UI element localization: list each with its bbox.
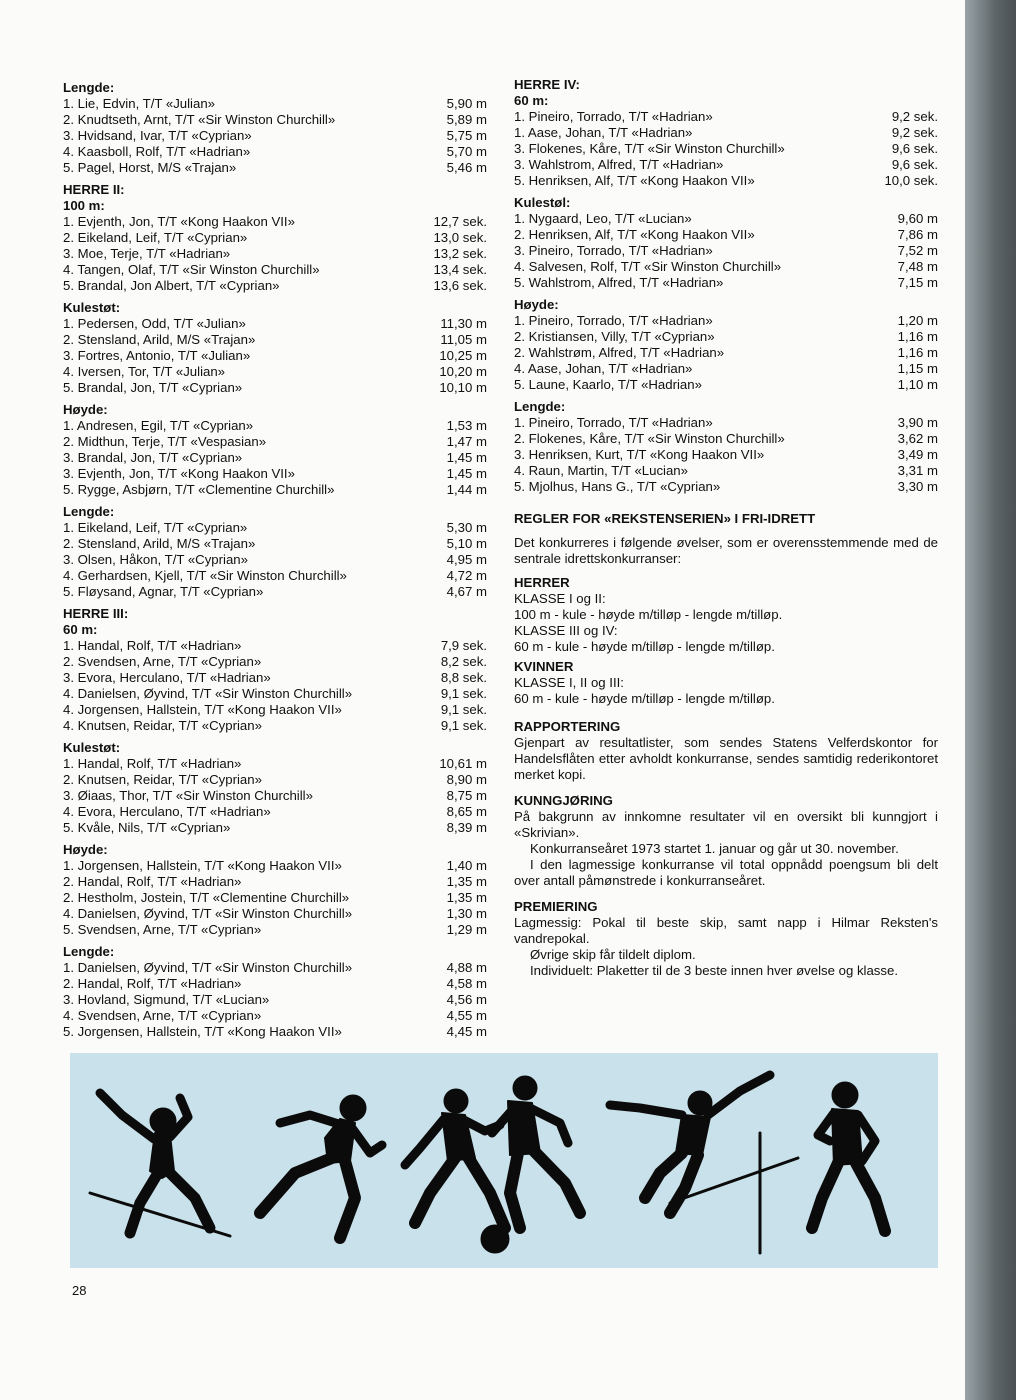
result-row — [514, 157, 938, 173]
section-heading: Høyde: — [63, 402, 108, 417]
athlete-name: 4. Iversen, Tor, T/T «Julian» — [63, 364, 226, 379]
result-value: 1,45 m — [446, 466, 487, 481]
result-value: 13,4 sek. — [433, 262, 487, 277]
result-value: 3,31 m — [897, 463, 938, 478]
result-value: 5,90 m — [446, 96, 487, 111]
result-value: 4,72 m — [446, 568, 487, 583]
result-value: 4,45 m — [446, 1024, 487, 1039]
section-heading: Høyde: — [514, 297, 559, 312]
paragraph: Lagmessig: Pokal til beste skip, samt napp i Hilmar Reksten's vandrepokal. — [514, 915, 938, 946]
athlete-name: 2. Stensland, Arild, M/S «Trajan» — [63, 332, 256, 347]
result-value: 10,0 sek. — [884, 173, 938, 188]
result-row — [63, 278, 487, 294]
result-value: 1,16 m — [897, 345, 938, 360]
athlete-name: 4. Danielsen, Øyvind, T/T «Sir Winston Churchill» — [63, 906, 353, 921]
section-heading: Lengde: — [63, 80, 115, 95]
result-value: 1,53 m — [446, 418, 487, 433]
result-row — [514, 345, 938, 361]
result-value: 8,39 m — [446, 820, 487, 835]
result-row — [63, 670, 487, 686]
athlete-name: 4. Kaasboll, Rolf, T/T «Hadrian» — [63, 144, 251, 159]
section-heading: Lengde: — [63, 504, 115, 519]
result-value: 8,75 m — [446, 788, 487, 803]
athlete-name: 3. Hovland, Sigmund, T/T «Lucian» — [63, 992, 270, 1007]
result-value: 5,70 m — [446, 144, 487, 159]
result-row — [63, 230, 487, 246]
result-value: 3,62 m — [897, 431, 938, 446]
rules-title: REGLER FOR «REKSTENSERIEN» I FRI-IDRETT — [514, 511, 816, 526]
result-row — [514, 211, 938, 227]
athlete-name: 5. Rygge, Asbjørn, T/T «Clementine Churchill» — [63, 482, 335, 497]
athlete-name: 2. Hestholm, Jostein, T/T «Clementine Churchill» — [63, 890, 350, 905]
result-row — [63, 718, 487, 734]
athlete-name: 4. Svendsen, Arne, T/T «Cyprian» — [63, 1008, 262, 1023]
athlete-name: 4. Raun, Martin, T/T «Lucian» — [514, 463, 688, 478]
athlete-name: 4. Gerhardsen, Kjell, T/T «Sir Winston Churchill» — [63, 568, 347, 583]
section-heading: HERRE II: — [63, 182, 125, 197]
paragraph: I den lagmessige konkurranse vil total oppnådd poengsum bli delt over antall påmønstrede i konkurranseåret. — [514, 857, 938, 888]
result-row — [63, 536, 487, 552]
jumper-figure-icon — [90, 1093, 230, 1236]
result-row — [63, 638, 487, 654]
athlete-name: 1. Aase, Johan, T/T «Hadrian» — [514, 125, 693, 140]
result-row — [63, 262, 487, 278]
result-row — [514, 431, 938, 447]
result-row — [63, 96, 487, 112]
result-row — [514, 141, 938, 157]
athlete-name: 2. Knutsen, Reidar, T/T «Cyprian» — [63, 772, 262, 787]
result-value: 4,88 m — [446, 960, 487, 975]
athlete-name: 3. Flokenes, Kåre, T/T «Sir Winston Churchill» — [514, 141, 785, 156]
result-value: 9,2 sek. — [891, 109, 938, 124]
result-row — [63, 890, 487, 906]
athlete-name: 5. Pagel, Horst, M/S «Trajan» — [63, 160, 237, 175]
shot-putter-figure-icon — [812, 1082, 885, 1231]
result-value: 1,30 m — [446, 906, 487, 921]
result-value: 5,30 m — [446, 520, 487, 535]
section-heading: Kulestøt: — [63, 300, 121, 315]
athlete-name: 3. Evora, Herculano, T/T «Hadrian» — [63, 670, 271, 685]
result-value: 9,2 sek. — [891, 125, 938, 140]
result-value: 3,90 m — [897, 415, 938, 430]
result-value: 13,2 sek. — [433, 246, 487, 261]
result-row — [514, 463, 938, 479]
result-row — [514, 125, 938, 141]
result-row — [514, 361, 938, 377]
result-row — [63, 482, 487, 498]
result-value: 9,60 m — [897, 211, 938, 226]
athlete-name: 3. Evjenth, Jon, T/T «Kong Haakon VII» — [63, 466, 295, 481]
result-row — [63, 348, 487, 364]
result-value: 5,10 m — [446, 536, 487, 551]
result-row — [63, 976, 487, 992]
page-number: 28 — [72, 1283, 87, 1298]
result-row — [514, 329, 938, 345]
result-row — [63, 380, 487, 396]
result-value: 4,56 m — [446, 992, 487, 1007]
result-value: 8,90 m — [446, 772, 487, 787]
result-value: 7,48 m — [897, 259, 938, 274]
result-value: 1,15 m — [897, 361, 938, 376]
result-row — [63, 788, 487, 804]
athlete-name: 5. Fløysand, Agnar, T/T «Cyprian» — [63, 584, 264, 599]
result-value: 12,7 sek. — [433, 214, 487, 229]
result-value: 7,86 m — [897, 227, 938, 242]
result-row — [63, 756, 487, 772]
section-heading: Høyde: — [63, 842, 108, 857]
result-row — [63, 820, 487, 836]
result-row — [63, 552, 487, 568]
athlete-name: 5. Svendsen, Arne, T/T «Cyprian» — [63, 922, 262, 937]
rapportering-text: Gjenpart av resultatlister, som sendes Statens Velferdskontor for Handelsflåten etter avholdt konkurranse, sendes samtidig rederikontoret merket kopi. — [514, 735, 938, 782]
rule-line: 60 m - kule - høyde m/tilløp - lengde m/tilløp. — [514, 691, 775, 706]
athlete-name: 1. Eikeland, Leif, T/T «Cyprian» — [63, 520, 248, 535]
athlete-name: 2. Handal, Rolf, T/T «Hadrian» — [63, 976, 242, 991]
rule-line: KLASSE I og II: — [514, 591, 606, 606]
result-row — [63, 128, 487, 144]
result-row — [63, 364, 487, 380]
herre-iv-results — [514, 77, 938, 495]
result-row — [63, 418, 487, 434]
page-edge-shadow — [965, 0, 1016, 1400]
result-row — [63, 316, 487, 332]
paragraph: Konkurranseåret 1973 startet 1. januar og går ut 30. november. — [530, 841, 899, 856]
result-row — [63, 906, 487, 922]
athlete-name: 3. Fortres, Antonio, T/T «Julian» — [63, 348, 251, 363]
athlete-name: 2. Knudtseth, Arnt, T/T «Sir Winston Churchill» — [63, 112, 336, 127]
result-value: 4,95 m — [446, 552, 487, 567]
result-value: 1,35 m — [446, 890, 487, 905]
herrer-heading: HERRER — [514, 575, 570, 590]
result-row — [63, 214, 487, 230]
athlete-name: 1. Handal, Rolf, T/T «Hadrian» — [63, 638, 242, 653]
athlete-name: 3. Olsen, Håkon, T/T «Cyprian» — [63, 552, 248, 567]
result-row — [63, 992, 487, 1008]
result-value: 3,49 m — [897, 447, 938, 462]
athlete-name: 1. Andresen, Egil, T/T «Cyprian» — [63, 418, 254, 433]
result-row — [63, 858, 487, 874]
athlete-name: 1. Evjenth, Jon, T/T «Kong Haakon VII» — [63, 214, 295, 229]
result-row — [63, 434, 487, 450]
result-row — [63, 584, 487, 600]
athlete-name: 2. Stensland, Arild, M/S «Trajan» — [63, 536, 256, 551]
athlete-name: 2. Handal, Rolf, T/T «Hadrian» — [63, 874, 242, 889]
result-row — [63, 520, 487, 536]
athlete-name: 2. Svendsen, Arne, T/T «Cyprian» — [63, 654, 262, 669]
athlete-name: 1. Jorgensen, Hallstein, T/T «Kong Haakon VII» — [63, 858, 342, 873]
athlete-name: 3. Pineiro, Torrado, T/T «Hadrian» — [514, 243, 713, 258]
result-row — [63, 686, 487, 702]
athlete-name: 3. Moe, Terje, T/T «Hadrian» — [63, 246, 231, 261]
result-row — [514, 415, 938, 431]
result-value: 9,1 sek. — [440, 686, 487, 701]
high-jumper-figure-icon — [610, 1075, 798, 1253]
athlete-name: 3. Øiaas, Thor, T/T «Sir Winston Churchill» — [63, 788, 313, 803]
event-heading: 60 m: — [514, 93, 549, 108]
athlete-name: 4. Evora, Herculano, T/T «Hadrian» — [63, 804, 271, 819]
kunngjoring-heading: KUNNGJØRING — [514, 793, 613, 808]
section-heading: Kulestøl: — [514, 195, 571, 210]
result-value: 9,1 sek. — [440, 702, 487, 717]
rapportering-heading: RAPPORTERING — [514, 719, 621, 734]
result-row — [514, 109, 938, 125]
athlete-name: 1. Pineiro, Torrado, T/T «Hadrian» — [514, 415, 713, 430]
athlete-name: 1. Danielsen, Øyvind, T/T «Sir Winston Churchill» — [63, 960, 353, 975]
result-value: 8,2 sek. — [440, 654, 487, 669]
athlete-name: 5. Kvåle, Nils, T/T «Cyprian» — [63, 820, 231, 835]
athlete-name: 3. Henriksen, Kurt, T/T «Kong Haakon VII» — [514, 447, 765, 462]
result-value: 9,6 sek. — [891, 141, 938, 156]
result-value: 10,20 m — [439, 364, 487, 379]
runner-figure-icon — [260, 1095, 382, 1238]
result-row — [63, 332, 487, 348]
athlete-name: 4. Aase, Johan, T/T «Hadrian» — [514, 361, 693, 376]
results-column-right — [514, 77, 938, 979]
result-value: 9,6 sek. — [891, 157, 938, 172]
result-row — [514, 479, 938, 495]
result-row — [514, 227, 938, 243]
section-heading: HERRE III: — [63, 606, 129, 621]
result-row — [63, 144, 487, 160]
kunngjoring-text — [514, 809, 938, 889]
athlete-name: 1. Pineiro, Torrado, T/T «Hadrian» — [514, 109, 713, 124]
result-row — [514, 447, 938, 463]
athlete-name: 2. Flokenes, Kåre, T/T «Sir Winston Churchill» — [514, 431, 785, 446]
result-value: 9,1 sek. — [440, 718, 487, 733]
rule-line: 100 m - kule - høyde m/tilløp - lengde m/tilløp. — [514, 607, 783, 622]
result-row — [63, 772, 487, 788]
result-row — [63, 654, 487, 670]
athlete-name: 2. Wahlstrøm, Alfred, T/T «Hadrian» — [514, 345, 725, 360]
result-value: 5,89 m — [446, 112, 487, 127]
athlete-name: 1. Pedersen, Odd, T/T «Julian» — [63, 316, 246, 331]
result-row — [63, 160, 487, 176]
result-value: 1,40 m — [446, 858, 487, 873]
athlete-name: 2. Kristiansen, Villy, T/T «Cyprian» — [514, 329, 715, 344]
athlete-name: 2. Eikeland, Leif, T/T «Cyprian» — [63, 230, 248, 245]
athlete-name: 4. Jorgensen, Hallstein, T/T «Kong Haakon VII» — [63, 702, 342, 717]
result-value: 10,25 m — [439, 348, 487, 363]
result-value: 5,46 m — [446, 160, 487, 175]
result-value: 11,05 m — [440, 332, 487, 347]
result-row — [63, 466, 487, 482]
athlete-name: 1. Nygaard, Leo, T/T «Lucian» — [514, 211, 692, 226]
section-heading: Lengde: — [63, 944, 115, 959]
rules-intro: Det konkurreres i følgende øvelser, som er overensstemmende med de sentrale idrettskonkurranser: — [514, 535, 938, 566]
kvinner-heading: KVINNER — [514, 659, 574, 674]
herrer-rules — [514, 591, 938, 655]
result-row — [63, 568, 487, 584]
result-value: 1,10 m — [897, 377, 938, 392]
premiering-heading: PREMIERING — [514, 899, 598, 914]
result-row — [514, 377, 938, 393]
result-value: 3,30 m — [897, 479, 938, 494]
result-row — [63, 804, 487, 820]
rule-line: 60 m - kule - høyde m/tilløp - lengde m/tilløp. — [514, 639, 775, 654]
result-value: 8,65 m — [446, 804, 487, 819]
result-value: 7,52 m — [897, 243, 938, 258]
athlete-name: 1. Handal, Rolf, T/T «Hadrian» — [63, 756, 242, 771]
result-value: 1,16 m — [897, 329, 938, 344]
result-value: 8,8 sek. — [440, 670, 487, 685]
athlete-name: 4. Salvesen, Rolf, T/T «Sir Winston Churchill» — [514, 259, 782, 274]
result-row — [514, 313, 938, 329]
athlete-name: 5. Brandal, Jon Albert, T/T «Cyprian» — [63, 278, 280, 293]
result-value: 5,75 m — [446, 128, 487, 143]
athlete-name: 4. Tangen, Olaf, T/T «Sir Winston Churchill» — [63, 262, 320, 277]
result-value: 13,6 sek. — [433, 278, 487, 293]
athlete-name: 4. Knutsen, Reidar, T/T «Cyprian» — [63, 718, 262, 733]
section-heading: Lengde: — [514, 399, 566, 414]
result-value: 10,61 m — [439, 756, 487, 771]
athlete-name: 5. Wahlstrom, Alfred, T/T «Hadrian» — [514, 275, 724, 290]
section-heading: HERRE IV: — [514, 77, 580, 92]
athlete-name: 2. Henriksen, Alf, T/T «Kong Haakon VII» — [514, 227, 755, 242]
athlete-name: 4. Danielsen, Øyvind, T/T «Sir Winston Churchill» — [63, 686, 353, 701]
result-value: 4,67 m — [446, 584, 487, 599]
result-value: 1,29 m — [446, 922, 487, 937]
result-value: 1,47 m — [446, 434, 487, 449]
result-row — [63, 922, 487, 938]
result-row — [514, 259, 938, 275]
athlete-name: 3. Wahlstrom, Alfred, T/T «Hadrian» — [514, 157, 724, 172]
result-row — [63, 702, 487, 718]
athlete-name: 3. Brandal, Jon, T/T «Cyprian» — [63, 450, 243, 465]
kvinner-rules — [514, 675, 938, 707]
event-heading: 60 m: — [63, 622, 98, 637]
results-column-left — [63, 80, 487, 1040]
result-row — [63, 1024, 487, 1040]
section-heading: Kulestøt: — [63, 740, 121, 755]
result-row — [514, 275, 938, 291]
athlete-name: 5. Brandal, Jon, T/T «Cyprian» — [63, 380, 243, 395]
result-row — [63, 246, 487, 262]
result-value: 4,58 m — [446, 976, 487, 991]
result-value: 10,10 m — [439, 380, 487, 395]
result-value: 13,0 sek. — [433, 230, 487, 245]
result-row — [514, 173, 938, 189]
result-value: 1,45 m — [446, 450, 487, 465]
result-row — [514, 243, 938, 259]
result-value: 1,35 m — [446, 874, 487, 889]
result-value: 7,15 m — [897, 275, 938, 290]
athlete-name: 5. Henriksen, Alf, T/T «Kong Haakon VII» — [514, 173, 755, 188]
athlete-name: 5. Jorgensen, Hallstein, T/T «Kong Haakon VII» — [63, 1024, 342, 1039]
result-row — [63, 112, 487, 128]
athlete-name: 3. Hvidsand, Ivar, T/T «Cyprian» — [63, 128, 252, 143]
athletics-illustration-banner — [70, 1053, 938, 1268]
football-players-icon — [405, 1076, 580, 1253]
athlete-name: 5. Laune, Kaarlo, T/T «Hadrian» — [514, 377, 702, 392]
paragraph: På bakgrunn av innkomne resultater vil en oversikt bli kunngjort i «Skrivian». — [514, 809, 938, 840]
result-value: 1,44 m — [446, 482, 487, 497]
athlete-name: 5. Mjolhus, Hans G., T/T «Cyprian» — [514, 479, 721, 494]
athlete-name: 2. Midthun, Terje, T/T «Vespasian» — [63, 434, 267, 449]
event-heading: 100 m: — [63, 198, 105, 213]
result-value: 4,55 m — [446, 1008, 487, 1023]
silhouettes-illustration — [70, 1053, 938, 1268]
result-value: 11,30 m — [440, 316, 487, 331]
result-row — [63, 450, 487, 466]
premiering-text — [514, 915, 938, 979]
rule-line: KLASSE I, II og III: — [514, 675, 624, 690]
paragraph: Øvrige skip får tildelt diplom. — [530, 947, 696, 962]
result-row — [63, 874, 487, 890]
rule-line: KLASSE III og IV: — [514, 623, 618, 638]
result-row — [63, 1008, 487, 1024]
athlete-name: 1. Lie, Edvin, T/T «Julian» — [63, 96, 215, 111]
athlete-name: 1. Pineiro, Torrado, T/T «Hadrian» — [514, 313, 713, 328]
result-value: 1,20 m — [897, 313, 938, 328]
result-value: 7,9 sek. — [440, 638, 487, 653]
result-row — [63, 960, 487, 976]
paragraph: Individuelt: Plaketter til de 3 beste innen hver øvelse og klasse. — [530, 963, 898, 978]
